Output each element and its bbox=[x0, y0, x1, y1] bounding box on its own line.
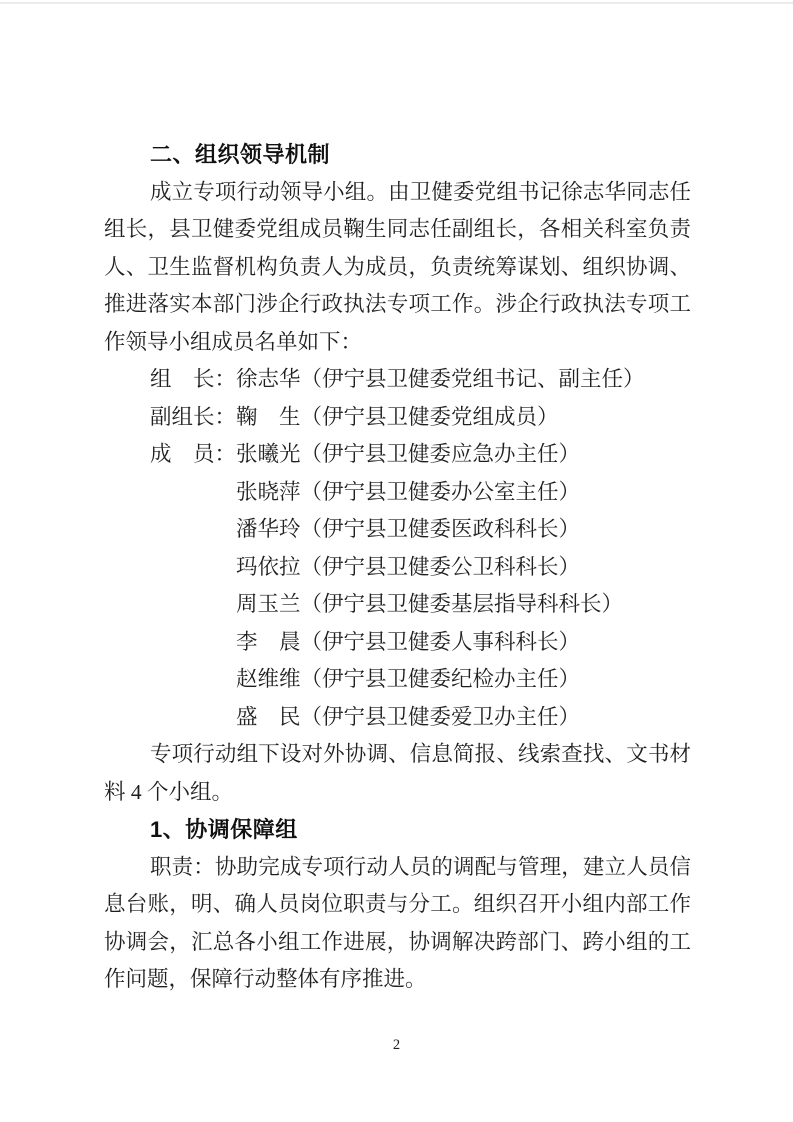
paragraph-1-line-2: 组长，县卫健委党组成员鞠生同志任副组长，各相关科室负责 bbox=[104, 217, 691, 241]
paragraph-2-line-1: 专项行动组下设对外协调、信息简报、线索查找、文书材 bbox=[150, 742, 691, 766]
member-row-deputy-leader: 副组长：鞠 生（伊宁县卫健委党组成员） bbox=[150, 404, 559, 429]
paragraph-1-line-5: 作领导小组成员名单如下： bbox=[104, 329, 363, 354]
member-row-member-1: 成 员：张曦光（伊宁县卫健委应急办主任） bbox=[150, 442, 581, 466]
member-row-leader: 组 长：徐志华（伊宁县卫健委党组书记、副主任） bbox=[150, 367, 645, 391]
member-row-member-4: 玛依拉（伊宁县卫健委公卫科科长） bbox=[236, 554, 581, 579]
page-top-edge bbox=[0, 2, 793, 4]
member-row-member-5: 周玉兰（伊宁县卫健委基层指导科科长） bbox=[236, 592, 624, 616]
paragraph-3-line-4: 作问题，保障行动整体有序推进。 bbox=[104, 967, 427, 991]
sub-heading: 1、协调保障组 bbox=[150, 817, 298, 842]
paragraph-1-line-1: 成立专项行动领导小组。由卫健委党组书记徐志华同志任 bbox=[150, 179, 691, 204]
document-body bbox=[104, 136, 691, 999]
paragraph-3-line-1: 职责：协助完成专项行动人员的调配与管理，建立人员信 bbox=[150, 854, 691, 879]
member-row-member-3: 潘华玲（伊宁县卫健委医政科科长） bbox=[236, 517, 581, 541]
section-heading: 二、组织领导机制 bbox=[150, 142, 331, 167]
member-row-member-6: 李 晨（伊宁县卫健委人事科科长） bbox=[236, 629, 581, 654]
paragraph-1-line-3: 人、卫生监督机构负责人为成员，负责统筹谋划、组织协调、 bbox=[104, 254, 691, 279]
page-number: 2 bbox=[392, 1037, 401, 1053]
paragraph-2-line-2: 料 4 个小组。 bbox=[104, 779, 234, 804]
member-row-member-7: 赵维维（伊宁县卫健委纪检办主任） bbox=[236, 667, 581, 691]
member-row-member-2: 张晓萍（伊宁县卫健委办公室主任） bbox=[236, 479, 581, 504]
member-row-member-8: 盛 民（伊宁县卫健委爱卫办主任） bbox=[236, 704, 581, 729]
paragraph-3-line-2: 息台账，明、确人员岗位职责与分工。组织召开小组内部工作 bbox=[104, 892, 691, 916]
paragraph-3-line-3: 协调会，汇总各小组工作进展，协调解决跨部门、跨小组的工 bbox=[104, 929, 691, 954]
paragraph-1-line-4: 推进落实本部门涉企行政执法专项工作。涉企行政执法专项工 bbox=[104, 292, 691, 316]
